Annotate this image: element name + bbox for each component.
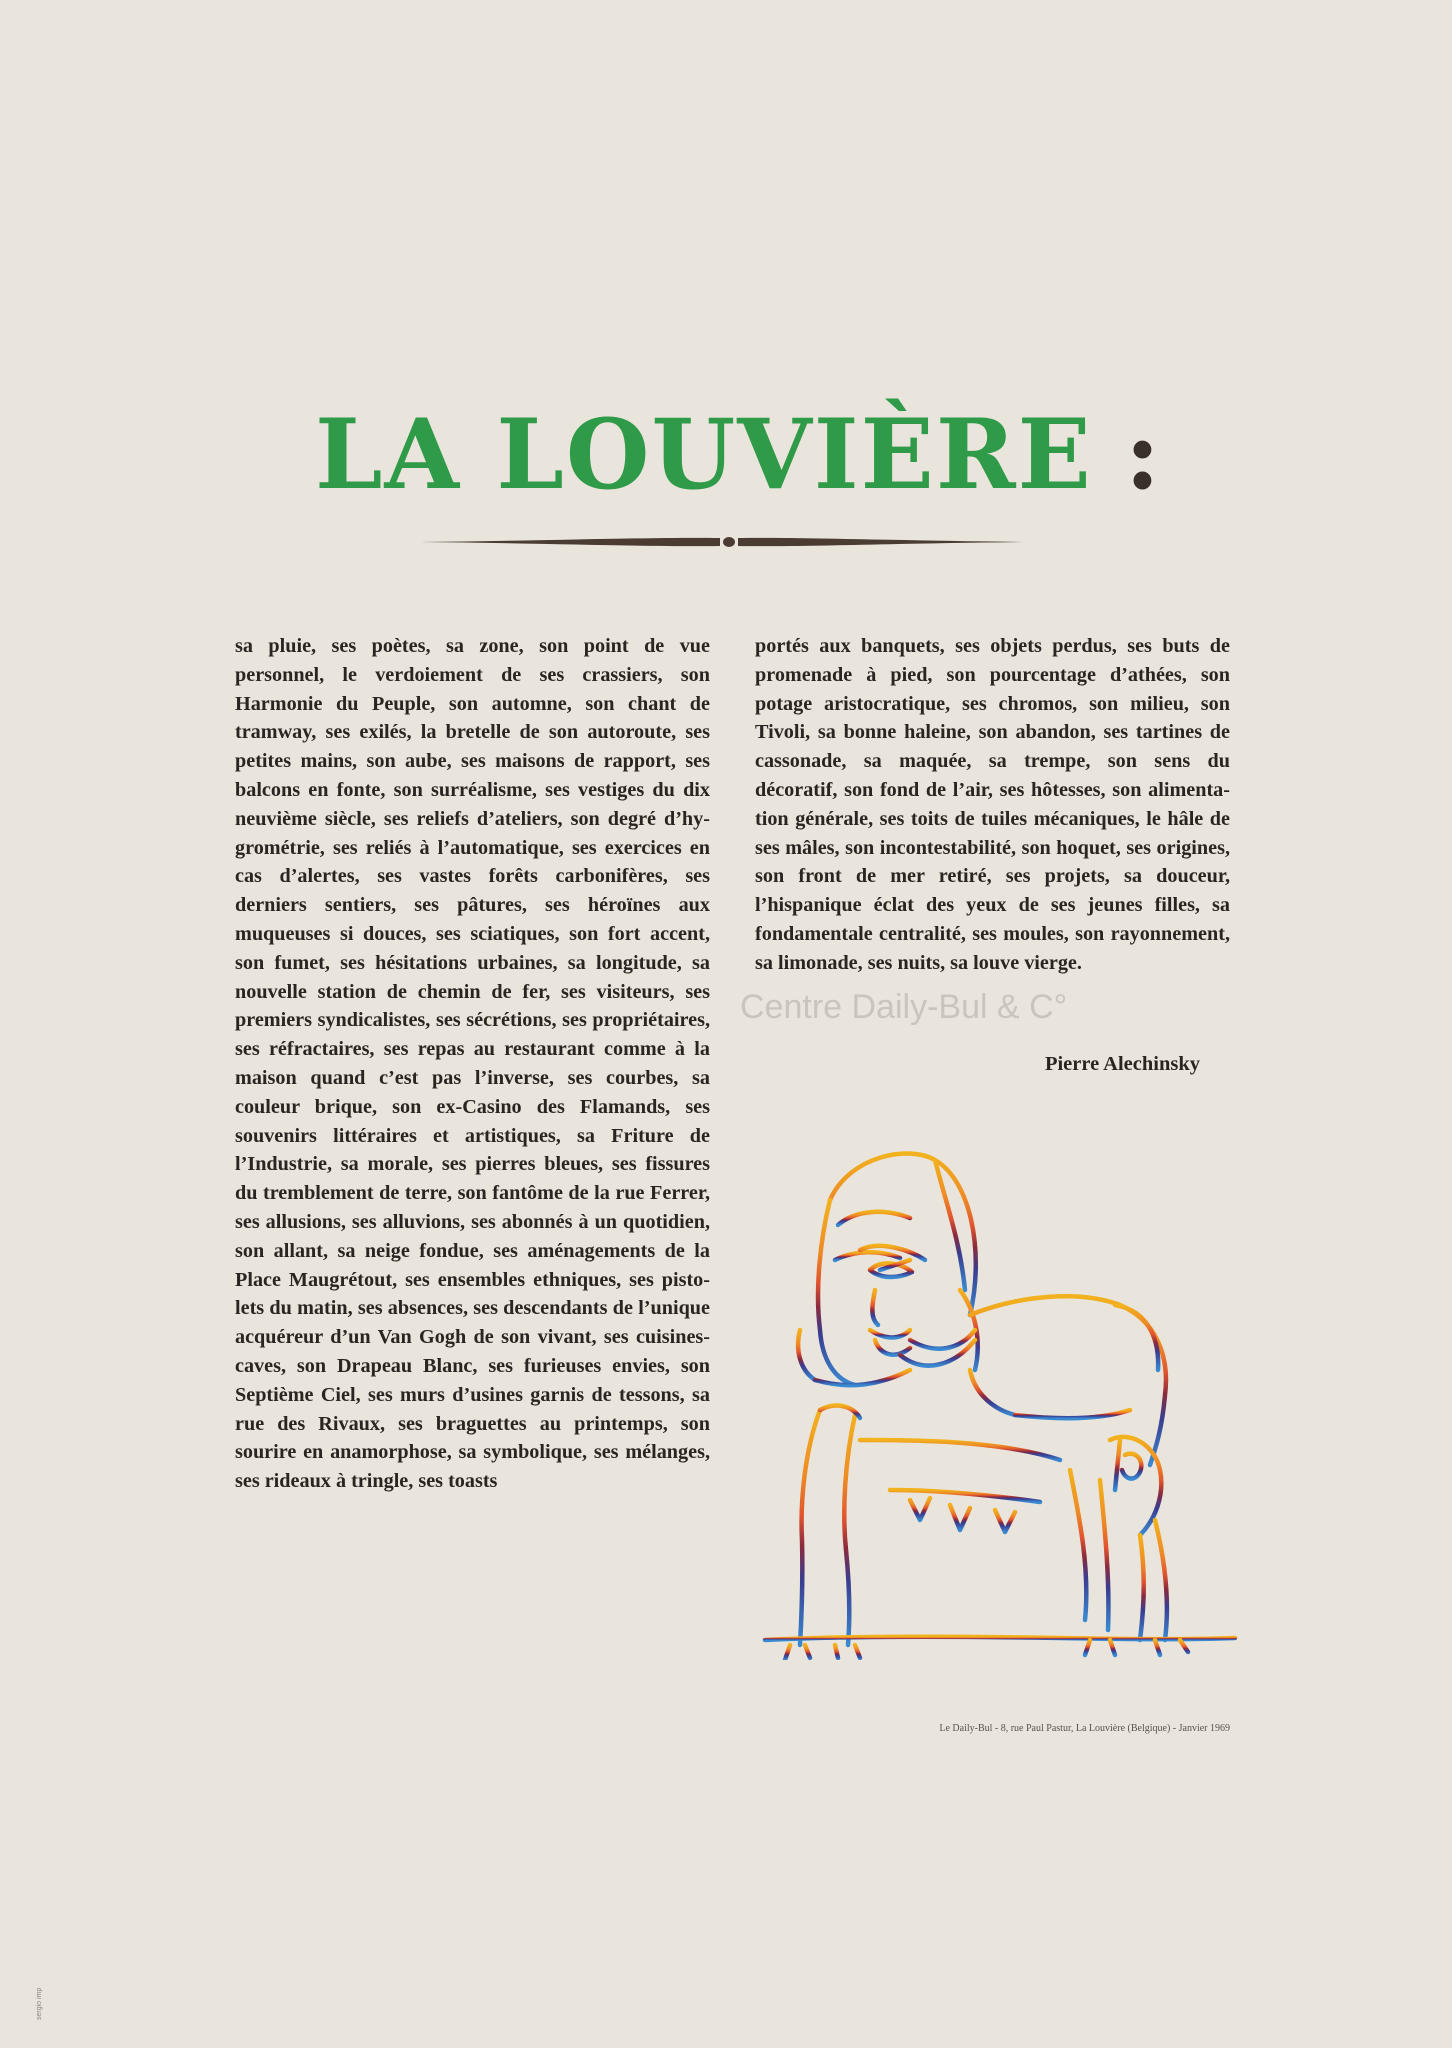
watermark: Centre Daily-Bul & C° (740, 988, 1068, 1026)
title-text: LA LOUVIÈRE (315, 398, 1093, 511)
text-column-left: sa pluie, ses poètes, sa zone, son point de vue personnel, le verdoiement de ses crassiers, son Harmonie du Peuple, son automne, son chant de tramway, ses exilés, la bretelle de son autoroute, ses petites mains, son aube, ses maisons de rapport, ses balcons en fonte, son surréalisme, ses vestiges du dix neuvième siècle, ses reliefs d’ateliers, son degré d’hygrométrie, ses reliés à l’automatique, ses exercices en cas d’alertes, ses vastes forêts carbonifères, ses derniers sentiers, ses pâtures, ses héroïnes aux muqueuses si douces, ses sciatiques, son fort accent, son fumet, ses hésitations urbaines, sa longitude, sa nouvelle station de chemin de fer, ses visiteurs, ses premiers syndicalistes, ses sécrétions, ses propriétaires, ses réfractaires, ses repas au restaurant comme à la maison quand c’est pas l’inverse, ses courbes, sa couleur brique, son ex-Casino des Flamands, ses souvenirs littéraires et artistiques, sa Friture de l’Industrie, sa morale, ses pierres bleues, ses fissures du tremblement de terre, son fantôme de la rue Ferrer, ses allusions, ses alluvions, ses abonnés à un quotidien, son allant, sa neige fondue, ses aménagements de la Place Maugrétout, ses ensembles ethniques, ses pistolets du matin, ses absences, ses descendants de l’unique acquéreur d’un Van Gogh de son vivant, ses cuisines-caves, son Drapeau Blanc, ses furieuses envies, son Septième Ciel, ses murs d’usines garnis de tessons, sa rue des Rivaux, ses braguettes au printemps, son sourire en anamorphose, sa symbolique, ses mélanges, ses rideaux à tringle, ses toasts (235, 635, 710, 1493)
title-colon: : (1124, 398, 1163, 511)
ornamental-rule (420, 530, 1030, 554)
title (315, 395, 1235, 515)
author-signature: Pierre Alechinsky (1044, 1053, 1200, 1075)
printer-mark: sergio imp (36, 1987, 43, 2020)
colophon: Le Daily-Bul - 8, rue Paul Pastur, La Louvière (Belgique) - Janvier 1969 (939, 1723, 1230, 1734)
text-column-right: portés aux banquets, ses objets perdus, ses buts de promenade à pied, son pourcentage d’athées, son potage aristocratique, ses chromos, son milieu, son Tivoli, sa bonne haleine, son abandon, ses tartines de cassonade, sa maquée, sa trempe, son sens du décoratif, son fond de l’air, ses hôtesses, son alimentation générale, ses toits de tuiles mécaniques, le hâle de ses mâles, son incontestabilité, son hoquet, ses origines, son front de mer retiré, ses projets, sa douceur, l’hispanique éclat des yeux de ses jeunes filles, sa fondamentale centralité, ses moules, son rayonnement, sa limonade, ses nuits, sa louve vierge. (755, 635, 1230, 974)
wolf-woman-drawing (760, 1140, 1240, 1660)
